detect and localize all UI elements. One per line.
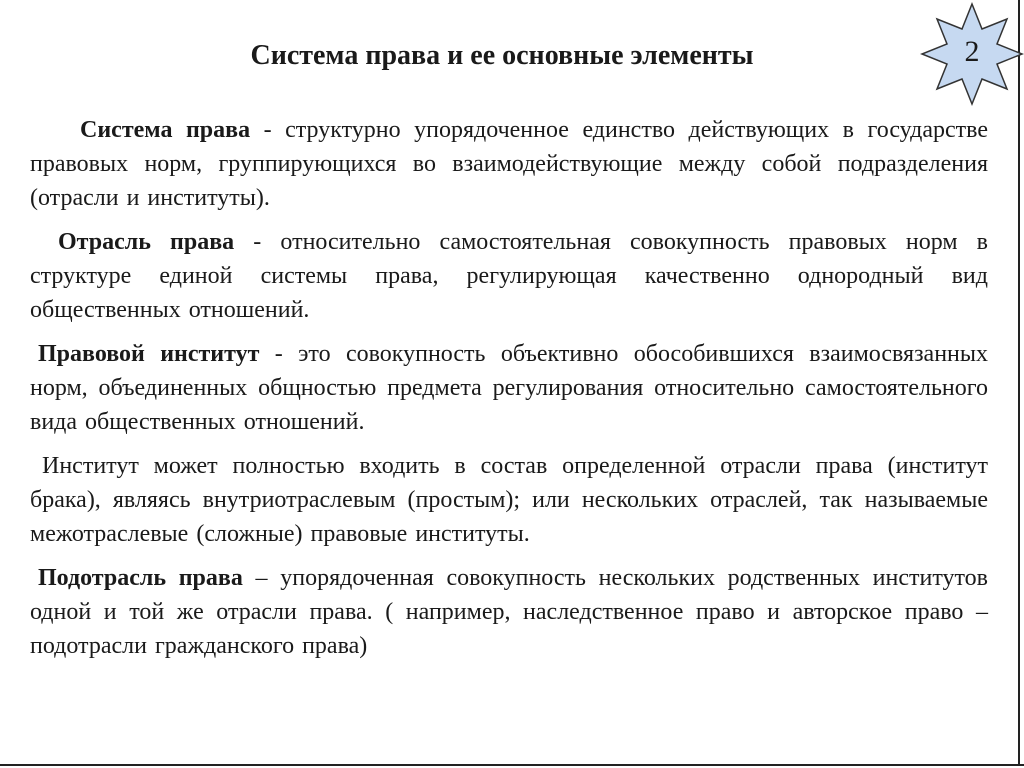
slide-title: Система права и ее основные элементы bbox=[250, 40, 754, 71]
term-branch-of-law: Отрасль права bbox=[58, 229, 235, 255]
definition-text: - относительно самостоятельная совокупность правовых норм в структуре единой системы права, регулирующая качественно однородный вид общественных отношений. bbox=[30, 229, 989, 323]
definition-text: - структурно упорядоченное единство действующих в государстве правовых норм, группирующихся во взаимодействующие между собой подразделения (отрасли и институты). bbox=[30, 117, 988, 211]
term-legal-system: Система права bbox=[80, 117, 251, 143]
note-text: Институт может полностью входить в состав определенной отрасли права (институт брака), являясь внутриотраслевым (простым); или нескольких отраслей, так называемые межотраслевые (сложные) правовые институты. bbox=[30, 453, 988, 547]
slide-border-right bbox=[1018, 0, 1020, 766]
page-number-badge bbox=[920, 2, 1024, 106]
definition-text: - это совокупность объективно обособившихся взаимосвязанных норм, объединенных общностью предмета регулирования относительно самостоятельного вида общественных отношений. bbox=[30, 341, 989, 435]
definition-sub-branch bbox=[30, 561, 988, 663]
term-legal-institution: Правовой институт bbox=[38, 341, 260, 367]
definition-text: – упорядоченная совокупность нескольких родственных институтов одной и той же отрасли права. ( например, наследственное право и авторское право – подотрасли гражданского права) bbox=[30, 565, 988, 659]
slide-body bbox=[30, 113, 988, 673]
definition-legal-system bbox=[30, 113, 988, 215]
page-number: 2 bbox=[964, 35, 980, 68]
institution-note bbox=[30, 449, 988, 551]
definition-branch-of-law bbox=[30, 225, 988, 327]
definition-legal-institution bbox=[30, 337, 988, 439]
slide-border-bottom bbox=[0, 764, 1024, 766]
term-sub-branch: Подотрасль права bbox=[38, 565, 243, 591]
